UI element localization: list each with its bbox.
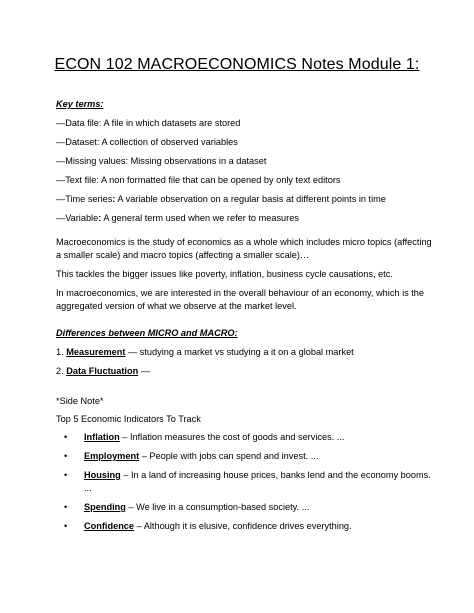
indicator-term: Confidence xyxy=(84,521,135,531)
indicator-term: Inflation xyxy=(84,432,120,442)
indicator-item: • Housing – In a land of increasing house prices, banks lend and the economy booms. ... xyxy=(64,470,431,493)
difference-term: Measurement xyxy=(66,347,126,357)
differences-heading: Differences between MICRO and MACRO: xyxy=(56,328,238,338)
paragraph: In macroeconomics, we are interested in the overall behaviour of an economy, which is the aggregated version of what we observe at the market level. xyxy=(56,288,425,311)
paragraph: This tackles the bigger issues like poverty, inflation, business cycle causations, etc. xyxy=(56,269,393,279)
differences-section xyxy=(56,327,434,378)
indicator-term: Housing xyxy=(84,470,121,480)
indicator-item: • Employment – People with jobs can spend and invest. ... xyxy=(64,451,319,461)
key-term-definition: A file in which datasets are stored xyxy=(101,118,241,128)
key-term-item: —Missing values: Missing observations in a dataset xyxy=(56,156,267,166)
intro-paragraphs xyxy=(56,236,434,313)
key-term-item: —Data file: A file in which datasets are stored xyxy=(56,118,241,128)
indicator-list xyxy=(56,431,434,533)
key-term-name: Missing values xyxy=(65,156,126,166)
bullet-icon: • xyxy=(64,451,68,461)
key-term-name: Text file xyxy=(65,175,97,185)
difference-item: 2. Data Fluctuation — xyxy=(56,366,150,376)
indicator-item: • Spending – We live in a consumption-based society. ... xyxy=(64,502,310,512)
indicator-term: Employment xyxy=(84,451,140,461)
key-term-item: —Text file: A non formatted file that can be opened by only text editors xyxy=(56,175,341,185)
bullet-icon: • xyxy=(64,432,68,442)
key-term-definition: A general term used when we refer to measures xyxy=(101,213,299,223)
difference-term: Data Fluctuation xyxy=(66,366,139,376)
indicator-item: • Inflation – Inflation measures the cost of goods and services. ... xyxy=(64,432,345,442)
key-term-definition: A collection of observed variables xyxy=(99,137,238,147)
document-title: ECON 102 MACROECONOMICS Notes Module 1: xyxy=(54,56,420,73)
key-terms-heading: Key terms: xyxy=(56,99,104,109)
key-term-definition: A variable observation on a regular basis at different points in time xyxy=(115,194,386,204)
key-term-name: Time series xyxy=(65,194,113,204)
bullet-icon: • xyxy=(64,470,68,480)
difference-item: 1. Measurement — studying a market vs studying a it on a global market xyxy=(56,347,354,357)
key-term-name: Variable xyxy=(65,213,99,223)
key-terms-section xyxy=(56,98,434,225)
key-term-item: —Time series: A variable observation on a regular basis at different points in time xyxy=(56,194,386,204)
side-note-label: *Side Note* xyxy=(56,396,104,406)
side-note-subtitle: Top 5 Economic Indicators To Track xyxy=(56,414,201,424)
side-note-section xyxy=(56,395,434,533)
paragraph: Macroeconomics is the study of economics as a whole which includes micro topics (affecting a smaller scale) and macro topics (affecting a smaller scale)… xyxy=(56,237,432,260)
indicator-item: • Confidence – Although it is elusive, confidence drives everything. xyxy=(64,521,352,531)
indicator-term: Spending xyxy=(84,502,126,512)
key-term-item: —Variable: A general term used when we refer to measures xyxy=(56,213,299,223)
key-term-name: Data file xyxy=(65,118,99,128)
key-term-item: —Dataset: A collection of observed variables xyxy=(56,137,238,147)
key-term-definition: A non formatted file that can be opened by only text editors xyxy=(98,175,341,185)
bullet-icon: • xyxy=(64,502,68,512)
bullet-icon: • xyxy=(64,521,68,531)
key-term-definition: Missing observations in a dataset xyxy=(128,156,267,166)
key-term-name: Dataset xyxy=(65,137,97,147)
